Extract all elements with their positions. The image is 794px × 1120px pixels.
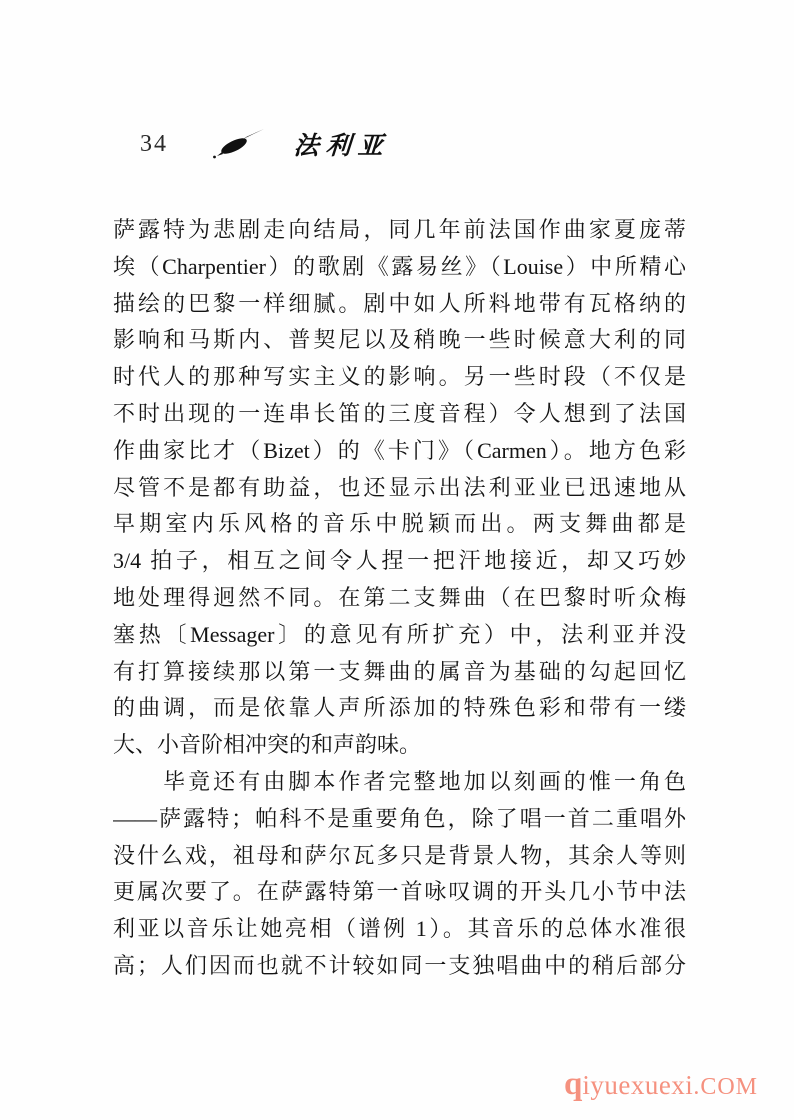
page-number: 34 — [140, 130, 168, 157]
page-header — [140, 128, 390, 160]
text-line: 毕竟还有由脚本作者完整地加以刻画的惟一角色 — [113, 768, 686, 794]
text-line: ——萨露特；帕科不是重要角色，除了唱一首二重唱外 — [113, 805, 686, 831]
text-line: 萨露特为悲剧走向结局，同几年前法国作曲家夏庞蒂 — [113, 217, 686, 242]
watermark-tld: .COM — [693, 1074, 758, 1100]
watermark-initial: q — [563, 1066, 583, 1102]
text-line: 埃（Charpentier）的歌剧《露易丝》（Louise）中所精心 — [113, 253, 686, 279]
text-line: 尽管不是都有助益，也还显示出法利亚业已迅速地从 — [113, 474, 686, 500]
body-text — [113, 212, 686, 985]
text-line: 的曲调，而是依靠人声所添加的特殊色彩和带有一缕 — [113, 695, 686, 721]
text-line: 作曲家比才（Bizet）的《卡门》（Carmen）。地方色彩 — [113, 437, 686, 463]
pen-flourish-icon — [210, 128, 266, 160]
text-line: 不时出现的一连串长笛的三度音程）令人想到了法国 — [113, 400, 686, 426]
text-line: 时代人的那种写实主义的影响。另一些时段（不仅是 — [113, 364, 686, 390]
text-line: 有打算接续那以第一支舞曲的属音为基础的勾起回忆 — [113, 658, 686, 684]
watermark-middle: iyuexuexi — [582, 1070, 694, 1100]
text-line: 大、小音阶相冲突的和声韵味。 — [113, 732, 422, 758]
text-line: 地处理得迥然不同。在第二支舞曲（在巴黎时听众梅 — [113, 584, 686, 610]
text-line: 高；人们因而也就不计较如同一支独唱曲中的稍后部分 — [113, 952, 686, 978]
text-line: 没什么戏，祖母和萨尔瓦多只是背景人物，其余人等则 — [113, 842, 686, 868]
text-line: 3/4 拍子，相互之间令人捏一把汗地接近，却又巧妙 — [113, 548, 686, 574]
text-line: 影响和马斯内、普契尼以及稍晚一些时候意大利的同 — [113, 327, 686, 353]
text-line: 描绘的巴黎一样细腻。剧中如人所料地带有瓦格纳的 — [113, 290, 686, 316]
text-line: 更属次要了。在萨露特第一首咏叹调的开头几小节中法 — [113, 879, 686, 905]
site-watermark — [564, 1066, 758, 1105]
text-line: 塞热〔Messager〕的意见有所扩充）中，法利亚并没 — [113, 621, 686, 647]
book-title: 法利亚 — [292, 133, 391, 160]
text-line: 早期室内乐风格的音乐中脱颖而出。两支舞曲都是 — [113, 511, 686, 537]
text-line: 利亚以音乐让她亮相（谱例 1）。其音乐的总体水准很 — [113, 916, 686, 942]
